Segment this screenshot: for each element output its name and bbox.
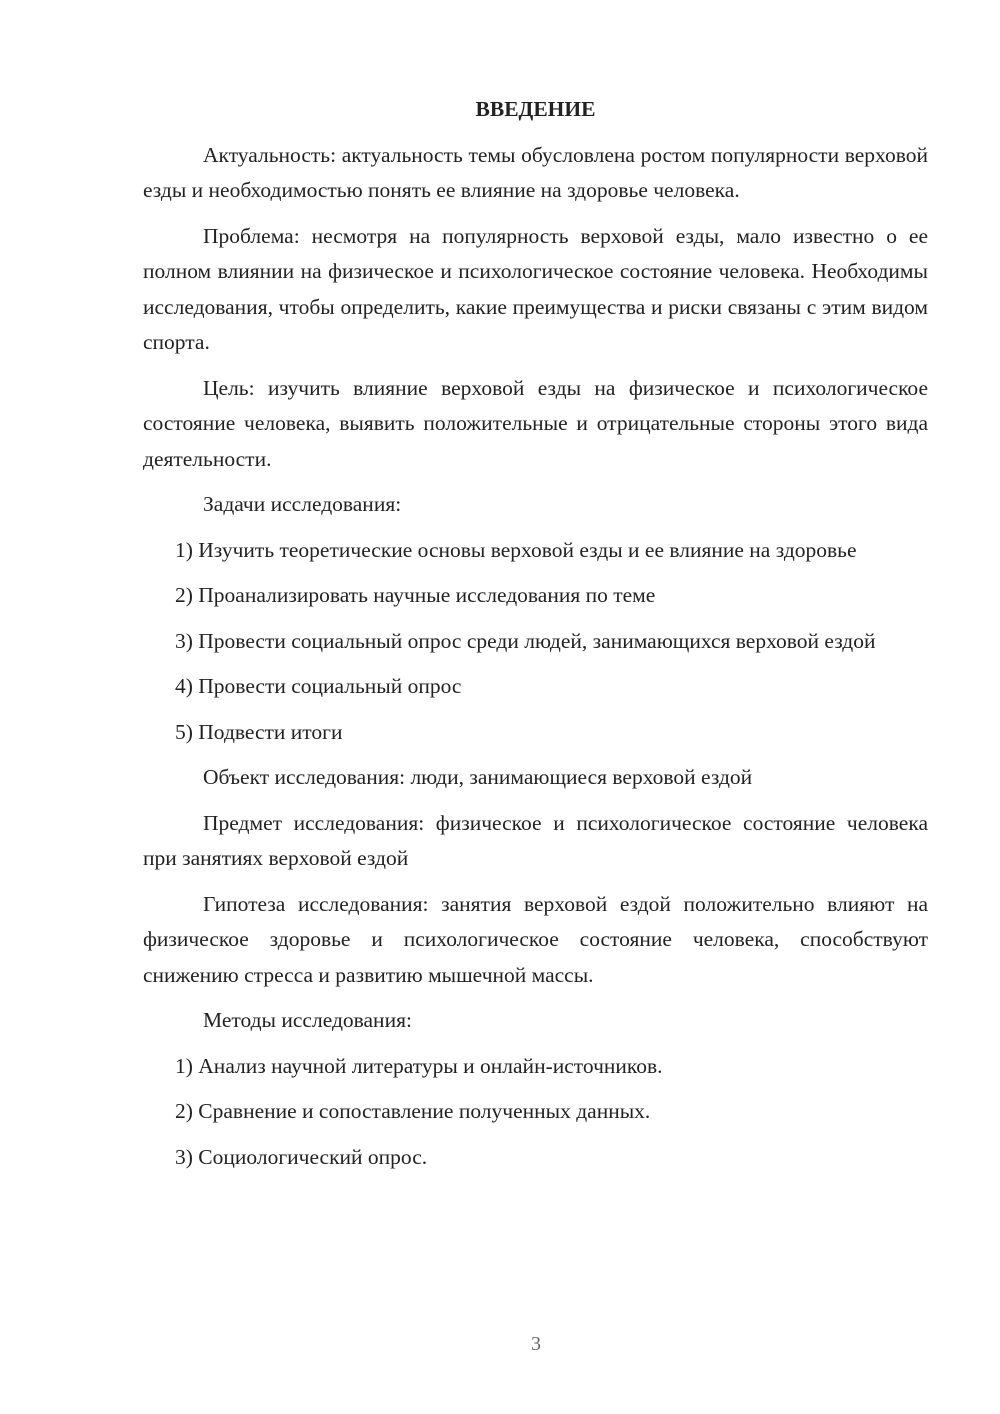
subject-paragraph: Предмет исследования: физическое и психологическое состояние человека при занятиях верховой ездой — [143, 810, 928, 870]
document-page — [143, 92, 928, 1185]
tasks-heading: Задачи исследования: — [203, 492, 402, 516]
hypothesis-paragraph: Гипотеза исследования: занятия верховой ездой положительно влияют на физическое здоровье и психологическое состояние человека, способствуют снижению стресса и развитию мышечной массы. — [143, 891, 928, 987]
task-item-5: 5) Подвести итоги — [175, 719, 343, 744]
problem-paragraph: Проблема: несмотря на популярность верховой езды, мало известно о ее полном влиянии на физическое и психологическое состояние человека. Необходимы исследования, чтобы определить, какие преимущества и риски связаны с этим видом спорта. — [143, 223, 928, 354]
goal-paragraph: Цель: изучить влияние верховой езды на физическое и психологическое состояние человека, выявить положительные и отрицательные стороны этого вида деятельности. — [143, 375, 928, 471]
method-item-2: 2) Сравнение и сопоставление полученных данных. — [175, 1099, 651, 1123]
page-number: 3 — [531, 1333, 541, 1355]
methods-heading: Методы исследования: — [203, 1008, 412, 1032]
object-paragraph: Объект исследования: люди, занимающиеся верховой ездой — [203, 765, 753, 789]
method-item-1: 1) Анализ научной литературы и онлайн-источников. — [175, 1053, 663, 1078]
task-item-1: 1) Изучить теоретические основы верховой езды и ее влияние на здоровье — [175, 537, 857, 562]
section-title: ВВЕДЕНИЕ — [475, 97, 596, 121]
task-item-2: 2) Проанализировать научные исследования по теме — [175, 583, 656, 607]
task-item-3: 3) Провести социальный опрос среди людей, занимающихся верховой ездой — [175, 628, 876, 653]
relevance-paragraph: Актуальность: актуальность темы обусловлена ростом популярности верховой езды и необходимостью понять ее влияние на здоровье человека. — [143, 142, 928, 202]
method-item-3: 3) Социологический опрос. — [175, 1144, 428, 1169]
task-item-4: 4) Провести социальный опрос — [175, 674, 462, 698]
